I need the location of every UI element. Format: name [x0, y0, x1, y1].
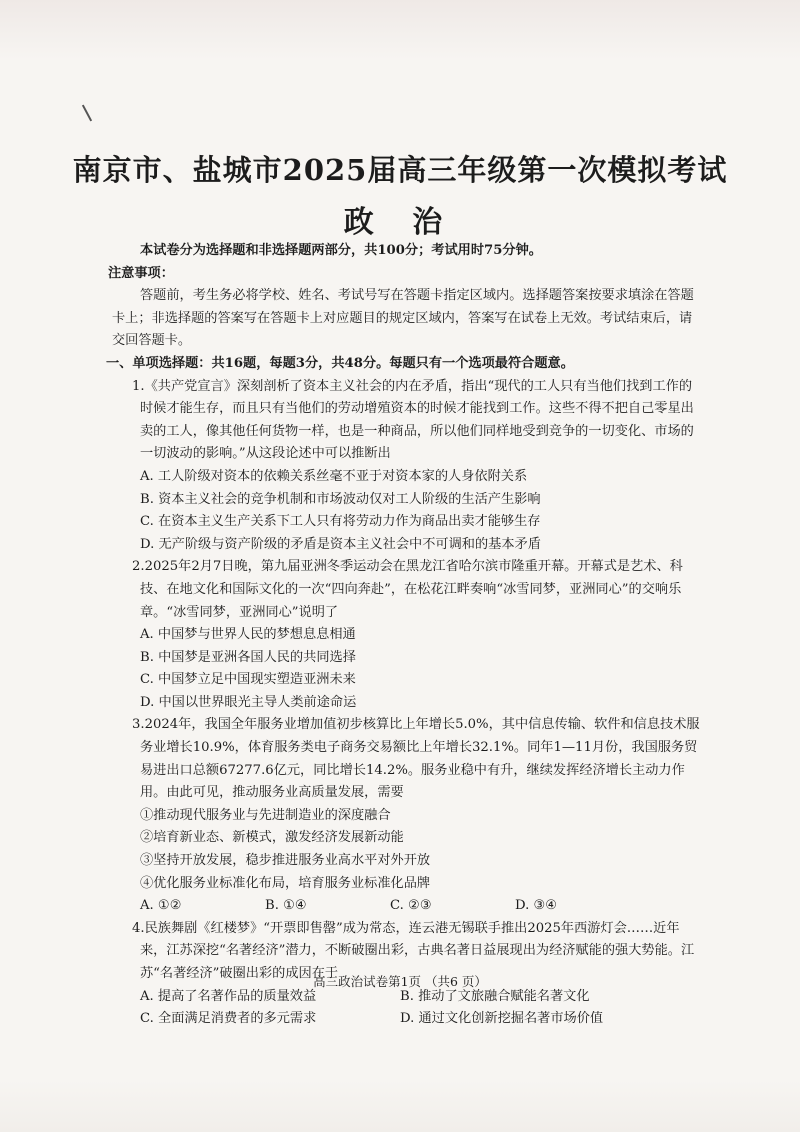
question-stem: 1.《共产党宣言》深刻剖析了资本主义社会的内在矛盾，指出“现代的工人只有当他们找到工作的时候才能生存，而且只有当他们的劳动增殖资本的时候才能找到工作。这些不得不把自己零星出卖的工人，像其他任何货物一样，也是一种商品，所以他们同样地受到竞争的一切变化、市场的一切波动的影响。”从这段论述中可以推断出 — [132, 378, 694, 462]
question-stem: 4.民族舞剧《红楼梦》“开票即售罄”成为常态，连云港无锡联手推出2025年西游灯会……近年来，江苏深挖“名著经济”潜力，不断破圈出彩，古典名著日益展现出为经济赋能的强大势能。江苏“名著经济”破圈出彩的成因在于 — [132, 920, 695, 981]
question-1 — [112, 376, 702, 557]
choice-c: C. 全面满足消费者的多元需求 — [140, 1011, 317, 1027]
statement-3: ③坚持开放发展，稳步推进服务业高水平对外开放 — [140, 853, 431, 869]
choice-a: A. ①② — [140, 898, 182, 914]
choice-a: A. 提高了名著作品的质量效益 — [140, 988, 317, 1004]
option-c: C. 在资本主义生产关系下工人只有将劳动力作为商品出卖才能够生存 — [140, 514, 541, 530]
subject-title: 政 治 — [343, 205, 457, 240]
page-footer: 高三政治试卷第1页 （共6 页） — [313, 974, 487, 989]
section-heading: 一、单项选择题：共16题，每题3分，共48分。每题只有一个选项最符合题意。 — [106, 355, 574, 371]
question-3 — [112, 714, 702, 917]
notes-heading: 注意事项： — [108, 265, 174, 281]
option-b: B. 资本主义社会的竞争机制和市场波动仅对工人阶级的生活产生影响 — [140, 491, 541, 507]
exam-intro: 本试卷分为选择题和非选择题两部分，共100分；考试用时75分钟。 — [140, 243, 542, 258]
option-a: A. 工人阶级对资本的依赖关系丝毫不亚于对资本家的人身依附关系 — [140, 468, 528, 484]
choice-d: D. 通过文化创新挖掘名著市场价值 — [400, 1011, 604, 1027]
choice-row — [140, 895, 702, 918]
option-c: C. 中国梦立足中国现实塑造亚洲未来 — [140, 672, 356, 688]
option-d: D. 中国以世界眼光主导人类前途命运 — [140, 694, 357, 710]
statement-4: ④优化服务业标准化布局，培育服务业标准化品牌 — [140, 875, 431, 891]
choice-row — [140, 1008, 702, 1031]
option-a: A. 中国梦与世界人民的梦想息息相通 — [140, 627, 356, 643]
exam-title: 南京市、盐城市2025届高三年级第一次模拟考试 — [72, 153, 728, 187]
statement-1: ①推动现代服务业与先进制造业的深度融合 — [140, 807, 391, 823]
scan-pen-mark — [82, 105, 92, 122]
question-2 — [112, 556, 702, 714]
notes-body: 答题前，考生务必将学校、姓名、考试号写在答题卡指定区域内。选择题答案按要求填涂在答题卡上；非选择题的答案写在答题卡上对应题目的规定区域内，答案写在试卷上无效。考试结束后，请交回答题卡。 — [112, 288, 694, 349]
question-stem: 3.2024年，我国全年服务业增加值初步核算比上年增长5.0%，其中信息传输、软件和信息技术服务业增长10.9%，体育服务类电子商务交易额比上年增长32.1%。同年1—11月份，我国服务贸易进出口总额67277.6亿元，同比增长14.2%。服务业稳中有升，继续发挥经济增长主动力作用。由此可见，推动服务业高质量发展，需要 — [132, 717, 700, 801]
choice-b: B. 推动了文旅融合赋能名著文化 — [400, 988, 590, 1004]
option-b: B. 中国梦是亚洲各国人民的共同选择 — [140, 649, 356, 665]
choice-b: B. ①④ — [265, 898, 307, 914]
exam-content — [106, 240, 702, 1031]
choice-d: D. ③④ — [515, 898, 558, 914]
question-stem: 2.2025年2月7日晚，第九届亚洲冬季运动会在黑龙江省哈尔滨市隆重开幕。开幕式是艺术、科技、在地文化和国际文化的一次“四向奔赴”，在松花江畔奏响“冰雪同梦，亚洲同心”的交响乐章。“冰雪同梦，亚洲同心”说明了 — [132, 559, 683, 620]
statement-2: ②培育新业态、新模式，激发经济发展新动能 — [140, 830, 404, 846]
option-d: D. 无产阶级与资产阶级的矛盾是资本主义社会中不可调和的基本矛盾 — [140, 536, 541, 552]
choice-c: C. ②③ — [390, 898, 432, 914]
